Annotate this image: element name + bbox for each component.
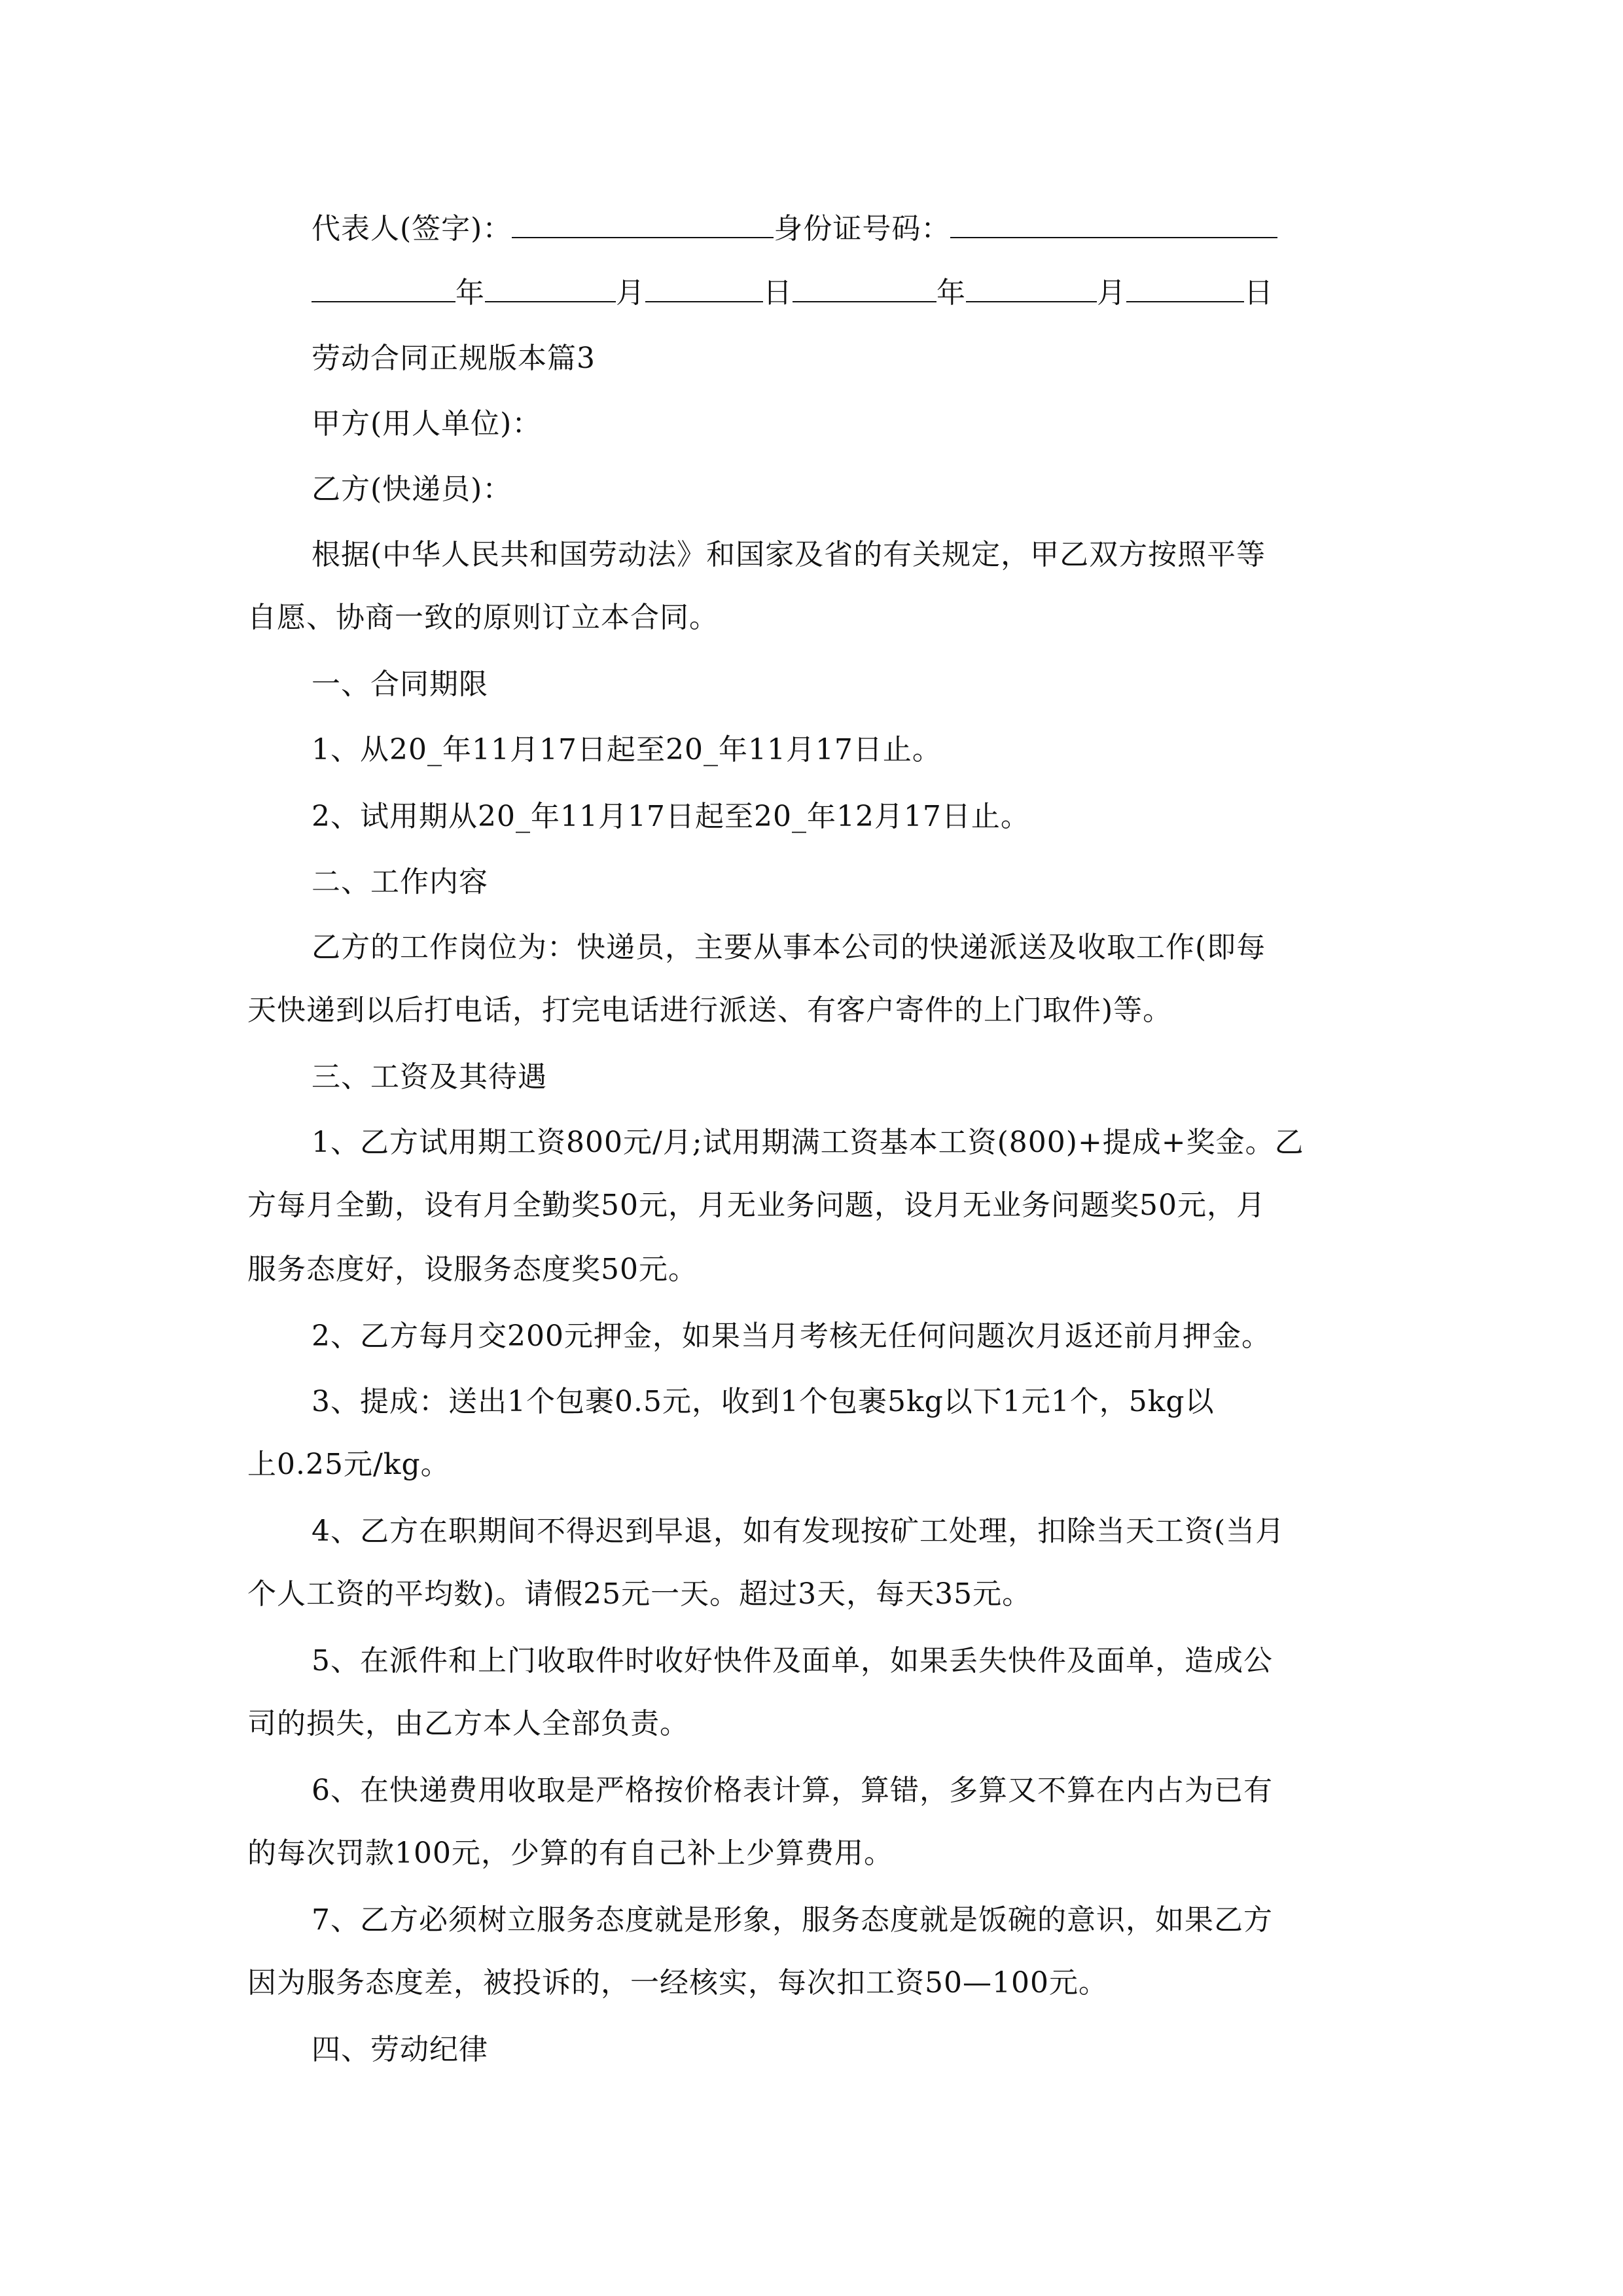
- wage-1-line-1: 1、乙方试用期工资800元/月;试用期满工资基本工资(800)+提成+奖金。乙: [312, 1126, 1304, 1159]
- month-label: 月: [616, 276, 645, 310]
- month-blank-2: [966, 272, 1097, 302]
- year-label-2: 年: [936, 276, 966, 310]
- day-blank-2: [1126, 272, 1244, 302]
- wage-6-line-2: 的每次罚款100元，少算的有自己补上少算费用。: [247, 1837, 893, 1870]
- wage-1-line-3: 服务态度好，设服务态度奖50元。: [247, 1253, 698, 1286]
- term-item-2: 2、试用期从20_年11月17日起至20_年12月17日止。: [312, 800, 1030, 833]
- heading-work-content: 二、工作内容: [312, 865, 488, 899]
- wage-7-line-1: 7、乙方必须树立服务态度就是形象，服务态度就是饭碗的意识，如果乙方: [312, 1903, 1273, 1937]
- year-label: 年: [455, 276, 485, 310]
- month-label-2: 月: [1097, 276, 1126, 310]
- year-blank-2: [793, 272, 936, 302]
- wage-5-line-1: 5、在派件和上门收取件时收好快件及面单，如果丢失快件及面单，造成公: [312, 1644, 1273, 1677]
- month-blank: [485, 272, 616, 302]
- heading-labor-discipline: 四、劳动纪律: [312, 2033, 488, 2066]
- wage-1-line-2: 方每月全勤，设有月全勤奖50元，月无业务问题，设月无业务问题奖50元，月: [247, 1189, 1266, 1222]
- preamble-line-1: 根据(中华人民共和国劳动法》和国家及省的有关规定，甲乙双方按照平等: [312, 538, 1266, 571]
- section-title: 劳动合同正规版本篇3: [312, 342, 596, 375]
- wage-6-line-1: 6、在快递费用收取是严格按价格表计算，算错，多算又不算在内占为已有: [312, 1774, 1273, 1807]
- representative-signature-blank: [512, 208, 774, 238]
- preamble-line-2: 自愿、协商一致的原则订立本合同。: [247, 601, 719, 634]
- wage-3-line-2: 上0.25元/kg。: [247, 1448, 450, 1481]
- signature-row: [312, 208, 1277, 249]
- wage-4-line-1: 4、乙方在职期间不得迟到早退，如有发现按矿工处理，扣除当天工资(当月: [312, 1515, 1285, 1548]
- heading-contract-term: 一、合同期限: [312, 668, 488, 701]
- heading-wages: 三、工资及其待遇: [312, 1060, 547, 1094]
- year-blank: [312, 272, 455, 302]
- day-blank: [645, 272, 763, 302]
- wage-4-line-2: 个人工资的平均数)。请假25元一天。超过3天，每天35元。: [247, 1577, 1032, 1611]
- wage-7-line-2: 因为服务态度差，被投诉的，一经核实，每次扣工资50—100元。: [247, 1966, 1108, 2000]
- wage-2: 2、乙方每月交200元押金，如果当月考核无任何问题次月返还前月押金。: [312, 1319, 1271, 1353]
- party-a: 甲方(用人单位)：: [312, 407, 542, 440]
- date-row: [312, 272, 1274, 313]
- id-number-blank: [950, 208, 1277, 238]
- work-line-2: 天快递到以后打电话，打完电话进行派送、有客户寄件的上门取件)等。: [247, 994, 1173, 1027]
- term-item-1: 1、从20_年11月17日起至20_年11月17日止。: [312, 733, 942, 766]
- day-label-2: 日: [1244, 276, 1274, 310]
- wage-3-line-1: 3、提成：送出1个包裹0.5元，收到1个包裹5kg以下1元1个，5kg以: [312, 1385, 1215, 1418]
- day-label: 日: [763, 276, 793, 310]
- work-line-1: 乙方的工作岗位为：快递员，主要从事本公司的快递派送及收取工作(即每: [312, 931, 1266, 964]
- party-b: 乙方(快递员)：: [312, 473, 512, 506]
- representative-label: 代表人(签字)：: [312, 212, 512, 245]
- id-number-label: 身份证号码：: [774, 212, 951, 245]
- wage-5-line-2: 司的损失，由乙方本人全部负责。: [247, 1707, 689, 1740]
